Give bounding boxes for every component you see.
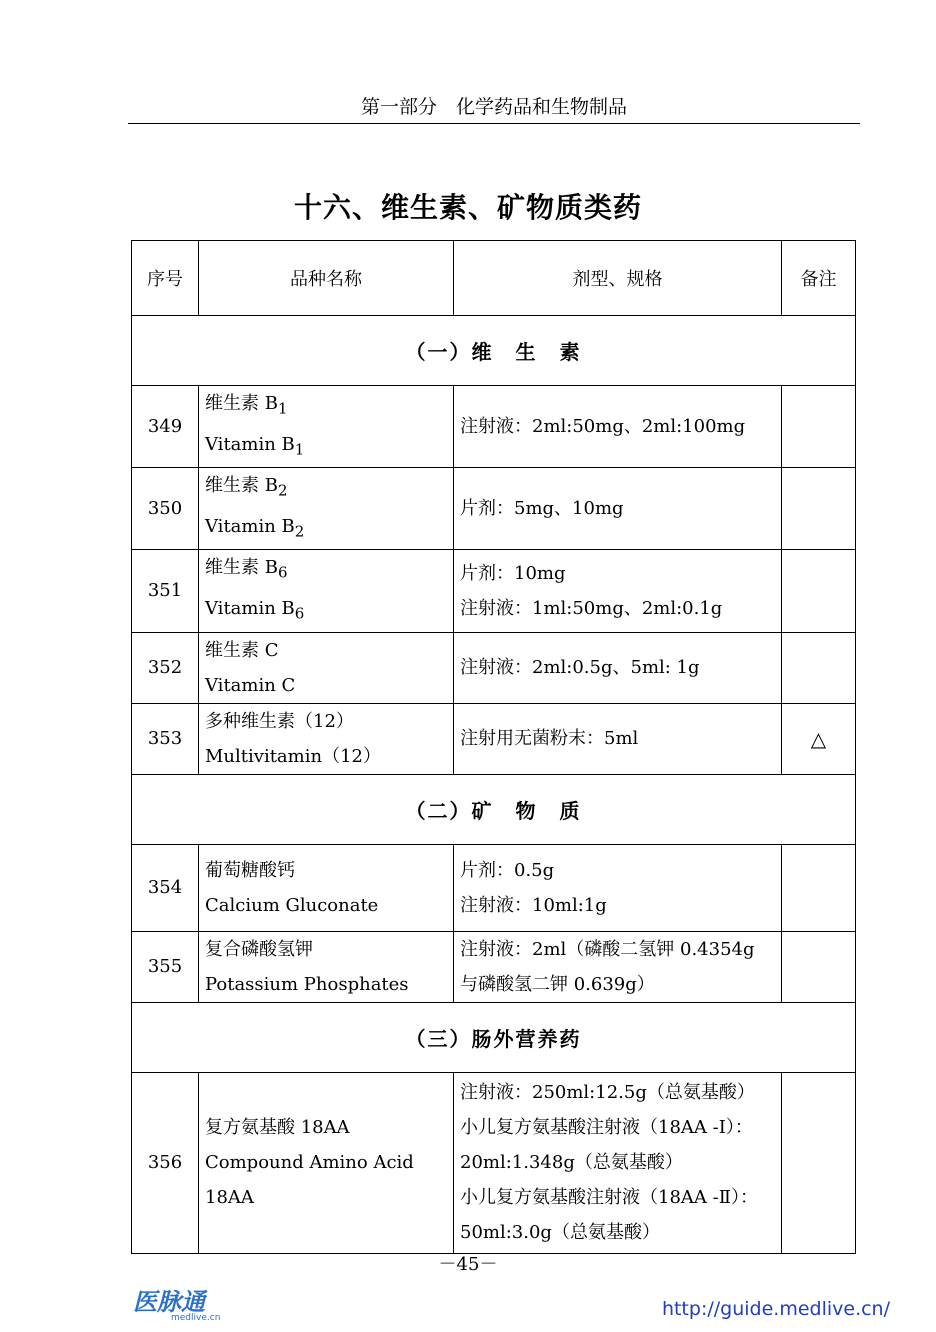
drug-name-en: Vitamin B <box>205 515 295 537</box>
table-row <box>132 468 856 550</box>
drug-note <box>782 632 856 703</box>
page-header: 第一部分 化学药品和生物制品 <box>360 96 627 118</box>
spec-line: 片剂：0.5g <box>460 859 555 881</box>
section-row <box>132 316 856 386</box>
drug-name-cn: 维生素 B <box>205 393 278 414</box>
row-number: 350 <box>132 468 199 550</box>
drug-spec <box>454 632 782 703</box>
table-row <box>132 931 856 1002</box>
table-row <box>132 550 856 632</box>
drug-name <box>199 931 454 1002</box>
drug-name-en: Vitamin B <box>205 597 295 619</box>
drug-name-cn: 葡萄糖酸钙 <box>205 859 295 881</box>
spec-line: 注射液：2ml:0.5g、5ml: 1g <box>460 657 700 679</box>
drug-table <box>131 240 856 1254</box>
drug-name-en: Vitamin B <box>205 433 295 455</box>
section-heading: （二）矿 物 质 <box>132 774 856 844</box>
table-row <box>132 703 856 774</box>
drug-name-cn: 维生素 B <box>205 557 278 579</box>
col-header-name: 品种名称 <box>199 241 454 316</box>
table-row <box>132 386 856 468</box>
spec-line: 注射液：2ml（磷酸二氢钾 0.4354g <box>460 938 755 960</box>
col-header-spec: 剂型、规格 <box>454 241 782 316</box>
spec-line: 小儿复方氨基酸注射液（18AA -Ⅱ）： <box>460 1187 758 1209</box>
drug-spec <box>454 844 782 931</box>
page-title: 十六、维生素、矿物质类药 <box>293 191 642 224</box>
spec-line: 片剂：5mg、10mg <box>460 498 624 520</box>
drug-note <box>782 931 856 1002</box>
drug-name-cn: 多种维生素（12） <box>205 710 354 732</box>
spec-line: 注射液：1ml:50mg、2ml:0.1g <box>460 597 723 619</box>
spec-line: 注射液：10ml:1g <box>460 894 607 916</box>
drug-note <box>782 468 856 550</box>
row-number: 356 <box>132 1072 199 1253</box>
subscript: 6 <box>294 604 305 623</box>
drug-spec <box>454 703 782 774</box>
drug-name-cn: 复合磷酸氢钾 <box>205 938 313 960</box>
row-number: 351 <box>132 550 199 632</box>
row-number: 352 <box>132 632 199 703</box>
subscript: 6 <box>277 563 288 582</box>
drug-name-en: Multivitamin（12） <box>205 745 381 767</box>
section-row <box>132 1002 856 1072</box>
footer-url-link[interactable]: http://guide.medlive.cn/ <box>661 1298 890 1320</box>
drug-name <box>199 703 454 774</box>
logo-text: 医脉通 <box>133 1288 205 1316</box>
spec-line: 注射用无菌粉末：5ml <box>460 728 639 750</box>
col-header-no: 序号 <box>132 241 199 316</box>
spec-line: 注射液：250ml:12.5g（总氨基酸） <box>460 1082 755 1104</box>
row-number: 353 <box>132 703 199 774</box>
subscript: 1 <box>277 399 288 418</box>
spec-line: 与磷酸氢二钾 0.639g） <box>460 973 655 995</box>
col-header-note: 备注 <box>782 241 856 316</box>
restricted-triangle-icon: △ <box>782 703 856 774</box>
table-row <box>132 844 856 931</box>
spec-line: 50ml:3.0g（总氨基酸） <box>460 1222 660 1244</box>
subscript: 2 <box>294 522 305 541</box>
table-row <box>132 1072 856 1253</box>
drug-name-line: 复方氨基酸 18AA <box>205 1117 350 1139</box>
spec-line: 片剂：10mg <box>460 562 566 584</box>
drug-name-en: Potassium Phosphates <box>205 973 409 995</box>
row-number: 354 <box>132 844 199 931</box>
table-header-row <box>132 241 856 316</box>
section-heading: （三）肠外营养药 <box>132 1002 856 1072</box>
header-rule <box>128 123 860 124</box>
page-number: －45－ <box>438 1254 498 1275</box>
drug-name <box>199 632 454 703</box>
drug-name-line: 18AA <box>205 1187 254 1209</box>
medlive-logo <box>133 1282 220 1323</box>
spec-line: 注射液：2ml:50mg、2ml:100mg <box>460 416 746 438</box>
drug-note <box>782 844 856 931</box>
spec-line: 小儿复方氨基酸注射液（18AA -Ⅰ）： <box>460 1117 753 1139</box>
drug-name-en: Calcium Gluconate <box>205 894 379 916</box>
drug-spec <box>454 550 782 632</box>
row-number: 349 <box>132 386 199 468</box>
drug-name <box>199 844 454 931</box>
drug-name <box>199 468 454 550</box>
drug-name <box>199 1072 454 1253</box>
row-number: 355 <box>132 931 199 1002</box>
section-row <box>132 774 856 844</box>
section-heading: （一）维 生 素 <box>132 316 856 386</box>
drug-name <box>199 550 454 632</box>
drug-name-cn: 维生素 C <box>205 639 279 661</box>
spec-line: 20ml:1.348g（总氨基酸） <box>460 1152 683 1174</box>
drug-spec <box>454 1072 782 1253</box>
drug-spec <box>454 468 782 550</box>
subscript: 1 <box>294 440 305 459</box>
drug-spec <box>454 386 782 468</box>
drug-name-en: Vitamin C <box>205 674 296 696</box>
drug-note <box>782 550 856 632</box>
drug-name-cn: 维生素 B <box>205 475 278 497</box>
drug-note <box>782 386 856 468</box>
subscript: 2 <box>277 481 288 500</box>
drug-name-line: Compound Amino Acid <box>205 1152 414 1174</box>
drug-note <box>782 1072 856 1253</box>
table-row <box>132 632 856 703</box>
logo-subtext: medlive.cn <box>171 1313 221 1323</box>
drug-name <box>199 386 454 468</box>
drug-spec <box>454 931 782 1002</box>
